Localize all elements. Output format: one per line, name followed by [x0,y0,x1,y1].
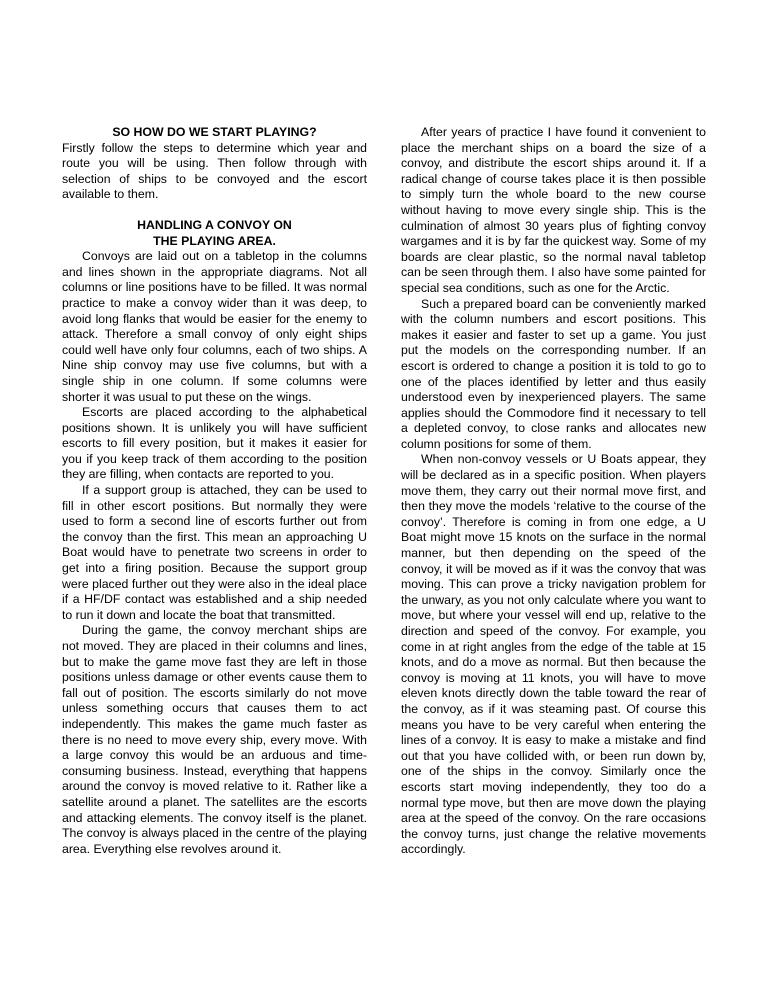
paragraph-convoy-layout: Convoys are laid out on a tabletop in the columns and lines shown in the appropriate diagrams. Not all columns or line positions have to be filled. It was normal practice to make a convoy wider than it was deep, to avoid long flanks that would be easier for the enemy to attack. Therefore a small convoy of only eight ships could well have only four columns, each of two ships. A Nine ship convoy may use five columns, but with a single ship in one column. If some columns were shorter it was usual to put these on the wings. [62,249,367,404]
paragraph-merchant-ships-movement: During the game, the convoy merchant ships are not moved. They are placed in their columns and lines, but to make the game move fast they are left in those positions unless damage or other events cause them to fall out of position. The escorts similarly do not move unless something occurs that causes them to act independently. This makes the game much faster as there is no need to move every ship, every move. With a large convoy this would be an arduous and time-consuming business. Instead, everything that happens around the convoy is moved relative to it. Rather like a satellite around a planet. The satellites are the escorts and attacking elements. The convoy itself is the planet. The convoy is always placed in the centre of the playing area. Everything else revolves around it. [62,623,367,856]
heading-line-2: THE PLAYING AREA. [153,233,276,248]
left-column [62,125,367,857]
section-heading-handling-convoy [62,218,367,249]
paragraph-prepared-board: Such a prepared board can be conveniently marked with the column numbers and escort positions. This makes it easier and faster to set up a game. You just put the models on the corresponding number. If an escort is ordered to change a position it is told to go to one of the places identified by letter and thus easily understood even by inexperienced players. The same applies should the Commodore find it necessary to tell a depleted convoy, to close ranks and allocates new column positions for some of them. [401,296,706,451]
paragraph-support-group: If a support group is attached, they can be used to fill in other escort positions. But normally they were used to form a second line of escorts further out from the convoy than the first. This mean an approaching U Boat would have to penetrate two screens in order to get into a firing position. Because the support group were placed further out they were also in the ideal place if a HF/DF contact was established and a ship needed to run it down and locate the boat that transmitted. [62,483,367,622]
section-heading-start-playing: SO HOW DO WE START PLAYING? [112,125,317,139]
heading-line-1: HANDLING A CONVOY ON [137,217,292,232]
right-column [401,125,706,858]
paragraph-escort-positions: Escorts are placed according to the alphabetical positions shown. It is unlikely you will have sufficient escorts to fill every position, but it makes it easier for you if you keep track of them according to the position they are filling, when contacts are reported to you. [62,405,367,482]
intro-paragraph: Firstly follow the steps to determine which year and route you will be using. Then follow through with selection of ships to be convoyed and the escort available to them. [62,140,367,202]
paragraph-convoy-board: After years of practice I have found it convenient to place the merchant ships on a board the size of a convoy, and distribute the escort ships around it. If a radical change of course takes place it is then possible to simply turn the whole board to the new course without having to move every single ship. This is the culmination of almost 30 years plus of fighting convoy wargames and it is by far the quickest way. Some of my boards are clear plastic, so the normal naval tabletop can be seen through them. I also have some painted for special sea conditions, such as one for the Arctic. [401,125,706,295]
paragraph-relative-movement: When non-convoy vessels or U Boats appear, they will be declared as in a specific position. When players move them, they carry out their normal move first, and then they move the models ‘relative to the course of the convoy’. Therefore is coming in from one edge, a U Boat might move 15 knots on the surface in the normal manner, but then depending on the speed of the convoy, it will be moved as if it was the convoy that was moving. This can prove a tricky navigation problem for the unwary, as you not only calculate where you want to move, but where your vessel will end up, relative to the direction and speed of the convoy. For example, you come in at right angles from the edge of the table at 15 knots, and do a move as normal. But then because the convoy is moving at 11 knots, you will have to move eleven knots directly down the table toward the rear of the convoy, as if it was steaming past. Of course this means you have to be very careful when entering the lines of a convoy. It is easy to make a mistake and find out that you have collided with, or been run down by, one of the ships in the convoy. Similarly once the escorts start moving independently, they too do a normal type move, but then are move down the playing area at the speed of the convoy. On the rare occasions the convoy turns, just change the relative movements accordingly. [401,452,706,857]
